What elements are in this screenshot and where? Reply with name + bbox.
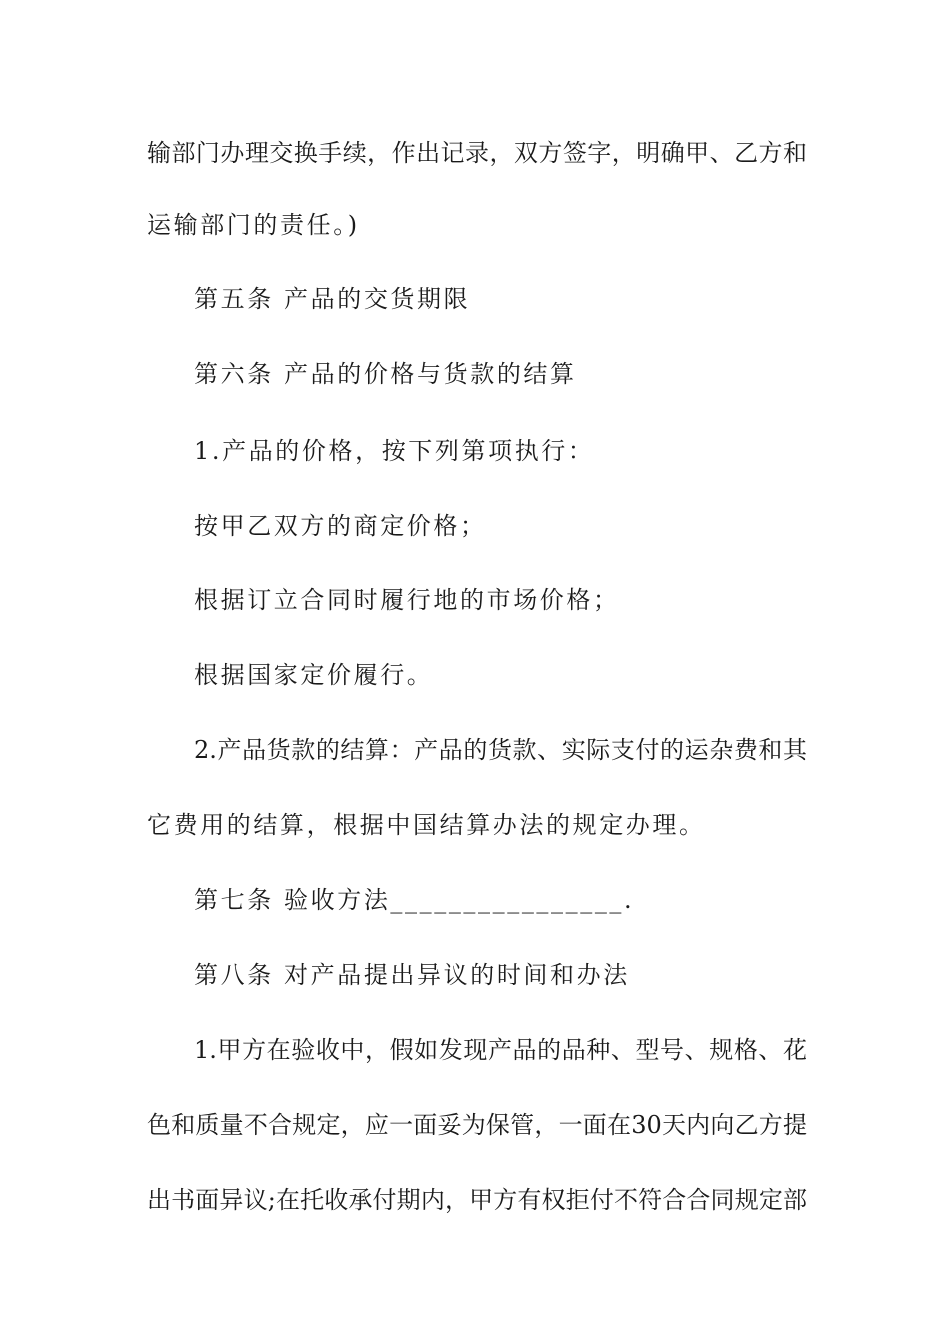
article-5-heading: 第五条 产品的交货期限 (194, 285, 471, 313)
article-6-heading: 第六条 产品的价格与货款的结算 (194, 360, 577, 388)
text-line-2: 运输部门的责任。) (147, 211, 360, 239)
settlement-clause-2-cont: 它费用的结算，根据中国结算办法的规定办理。 (147, 811, 706, 839)
price-option-state: 根据国家定价履行。 (194, 661, 434, 689)
price-clause-1: 1.产品的价格，按下列第项执行： (194, 437, 595, 465)
settlement-clause-2: 2.产品货款的结算：产品的货款、实际支付的运杂费和其 (194, 736, 807, 764)
objection-clause-1-cont-b: 出书面异议;在托收承付期内，甲方有权拒付不符合合同规定部 (147, 1186, 807, 1214)
price-option-market: 根据订立合同时履行地的市场价格； (194, 586, 620, 614)
text-line-1: 输部门办理交换手续，作出记录，双方签字，明确甲、乙方和 (147, 139, 807, 167)
price-option-negotiated: 按甲乙双方的商定价格； (194, 512, 487, 540)
article-7-heading: 第七条 验收方法________________. (194, 886, 635, 914)
objection-clause-1: 1.甲方在验收中，假如发现产品的品种、型号、规格、花 (194, 1036, 807, 1064)
article-8-heading: 第八条 对产品提出异议的时间和办法 (194, 961, 630, 989)
objection-clause-1-cont-a: 色和质量不合规定，应一面妥为保管，一面在30天内向乙方提 (147, 1111, 807, 1139)
